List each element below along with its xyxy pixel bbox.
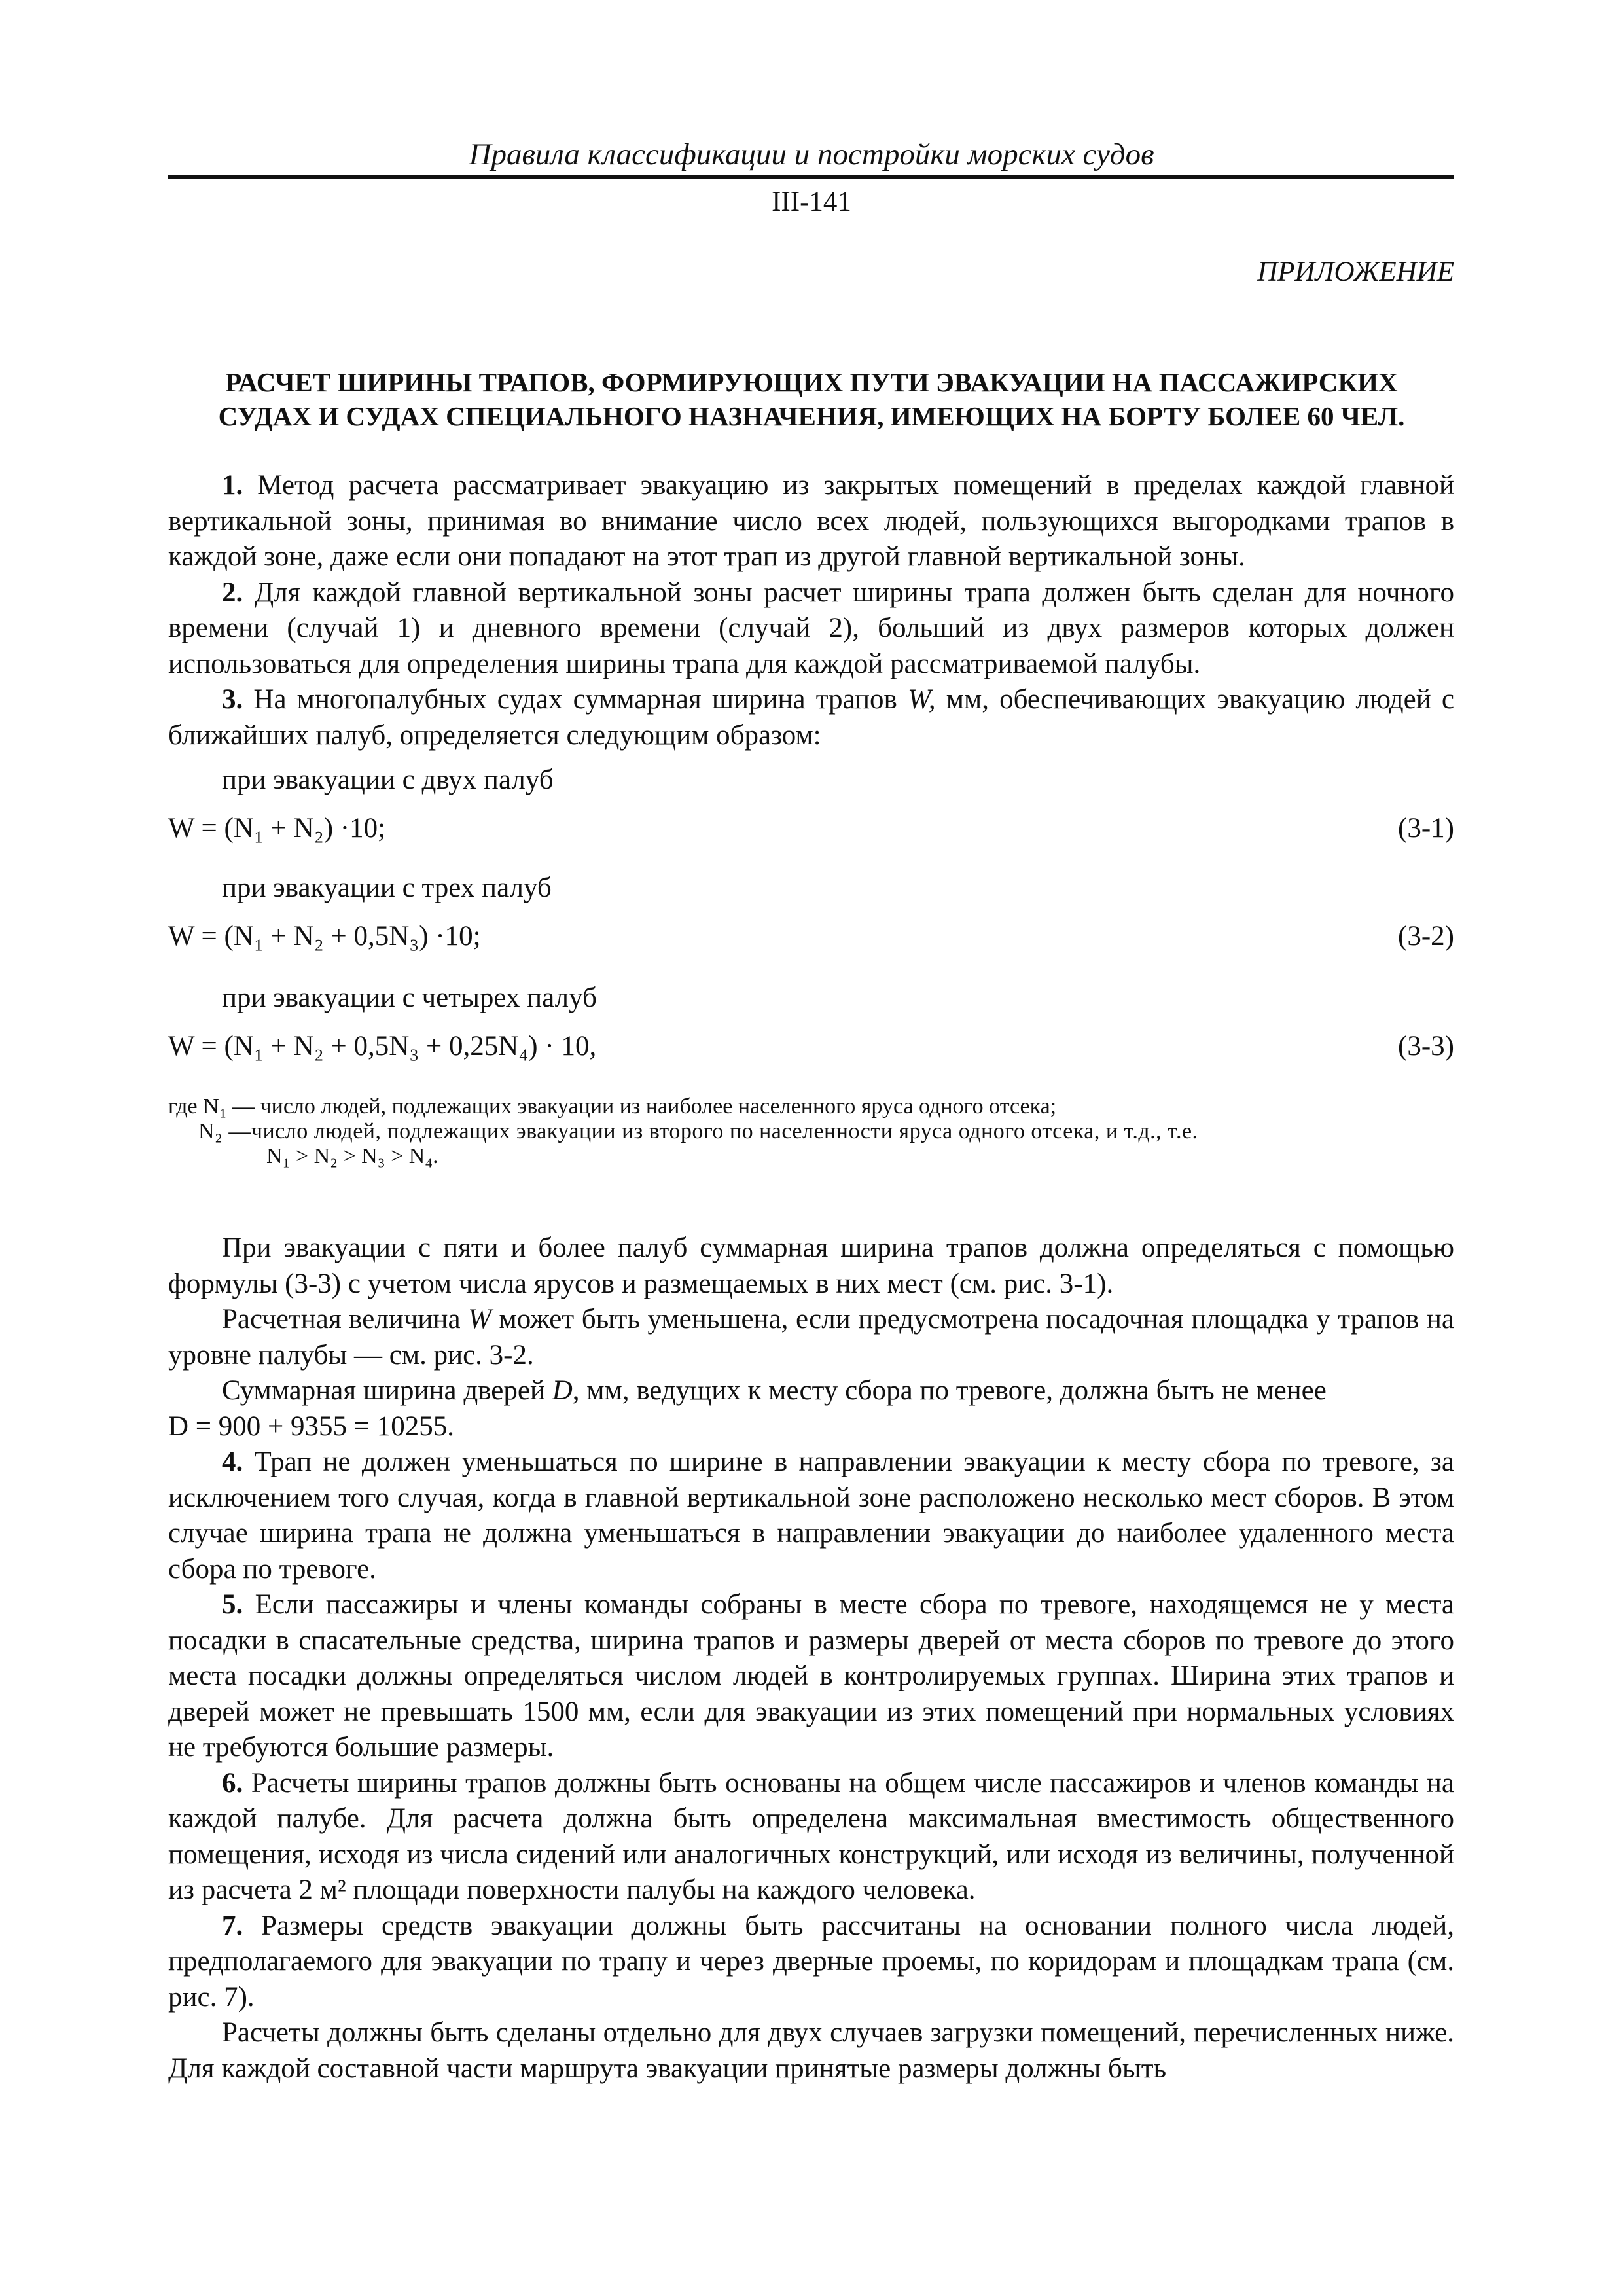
paragraph-text: Расчеты ширины трапов должны быть основаны на общем числе пассажиров и членов команды на каждой палубе. Для расчета должна быть определена максимальная вместимость общественного помещения, исходя из числа сидений или аналогичных конструкций, или исходя из величины, полученной из расчета 2 м² площади поверхности палубы на каждого человека. — [168, 1767, 1454, 1905]
paragraph-text: Размеры средств эвакуации должны быть рассчитаны на основании полного числа людей, предполагаемого для эвакуации по трапу и через дверные проемы, по коридорам и площадкам трапа (см. рис. 7). — [168, 1910, 1454, 2013]
paragraph-text: может быть уменьшена, если предусмотрена посадочная площадка у трапов на уровне палубы — см. рис. 3-2. — [168, 1304, 1454, 1371]
paragraph-number: 4. — [222, 1446, 243, 1477]
paragraph-doors — [168, 1373, 1454, 1409]
formula-label: при эвакуации с четырех палуб — [222, 982, 597, 1013]
formula-1-block — [168, 762, 1454, 846]
page-number: III-141 — [772, 187, 851, 217]
paragraph-4 — [168, 1444, 1454, 1587]
formula-expression: W = (N₁ + N₂) ·10; — [168, 813, 386, 844]
body-paragraphs — [168, 1230, 1454, 2087]
title-line-2: СУДАХ И СУДАХ СПЕЦИАЛЬНОГО НАЗНАЧЕНИЯ, ИМЕЮЩИХ НА БОРТУ БОЛЕЕ 60 ЧЕЛ. — [218, 401, 1405, 431]
formula-3-block — [168, 980, 1454, 1064]
variable-d: D — [552, 1375, 573, 1406]
formula-2-block — [168, 870, 1454, 954]
appendix-label: ПРИЛОЖЕНИЕ — [1257, 257, 1454, 287]
paragraph-reduced-width — [168, 1302, 1454, 1373]
variable-w: W, — [908, 684, 936, 715]
paragraph-3 — [168, 682, 1454, 753]
paragraph-number: 3. — [222, 684, 243, 715]
document-title — [177, 365, 1446, 433]
header-rule — [168, 175, 1454, 179]
note-n3: N₁ > N₂ > N₃ > N₄. — [266, 1144, 438, 1168]
formula-label: при эвакуации с двух палуб — [222, 764, 554, 795]
paragraph-text: Трап не должен уменьшаться по ширине в направлении эвакуации к месту сбора по тревоге, за исключением того случая, когда в главной вертикальной зоне расположено несколько мест сборов. В этом случае ширина трапа не должна уменьшаться в направлении эвакуации до наиболее удаленного места сбора по тревоге. — [168, 1446, 1454, 1585]
formula-number: (3-3) — [1398, 1031, 1454, 1062]
title-line-1: РАСЧЕТ ШИРИНЫ ТРАПОВ, ФОРМИРУЮЩИХ ПУТИ ЭВАКУАЦИИ НА ПАССАЖИРСКИХ — [225, 367, 1398, 397]
paragraph-text: Если пассажиры и члены команды собраны в месте сбора по тревоге, находящемся не у места посадки в спасательные средства, ширина трапов и размеры дверей от места сборов по тревоге до этого места посадки должны определяться числом людей в контролируемых группах. Ширина этих трапов и дверей может не превышать 1500 мм, если для эвакуации из этих помещений при нормальных условиях не требуются большие размеры. — [168, 1589, 1454, 1763]
formula-3-1 — [168, 811, 1454, 846]
formula-number: (3-1) — [1398, 813, 1454, 844]
running-header: Правила классификации и постройки морских судов — [469, 137, 1154, 171]
formula-3-3 — [168, 1029, 1454, 1064]
paragraph-2 — [168, 575, 1454, 683]
paragraph-text: На многопалубных судах суммарная ширина трапов — [243, 684, 908, 715]
paragraph-text: Метод расчета рассматривает эвакуацию из закрытых помещений в пределах каждой главной вертикальной зоны, принимая во внимание число всех людей, пользующихся выгородками трапов в каждой зоне, даже если они попадают на этот трап из другой главной вертикальной зоны. — [168, 470, 1454, 572]
paragraph-6 — [168, 1766, 1454, 1909]
formula-expression: W = (N₁ + N₂ + 0,5N₃ + 0,25N₄) · 10, — [168, 1031, 597, 1062]
paragraph-text: Для каждой главной вертикальной зоны расчет ширины трапа должен быть сделан для ночного времени (случай 1) и дневного времени (случай 2), больший из двух размеров которых должен использоваться для определения ширины трапа для каждой рассматриваемой палубы. — [168, 577, 1454, 679]
formula-3-2 — [168, 919, 1454, 954]
variable-w: W — [468, 1304, 491, 1335]
paragraph-number: 2. — [222, 577, 243, 608]
paragraph-number: 7. — [222, 1910, 243, 1941]
note-n1: где N₁ — число людей, подлежащих эвакуации из наиболее населенного яруса одного отсека; — [168, 1094, 1057, 1119]
paragraph-text: Суммарная ширина дверей — [222, 1375, 552, 1406]
intro-paragraphs — [168, 468, 1454, 753]
paragraph-5 — [168, 1587, 1454, 1766]
formula-label: при эвакуации с трех палуб — [222, 872, 552, 903]
paragraph-text: Расчетная величина — [222, 1304, 469, 1335]
paragraph-load-cases: Расчеты должны быть сделаны отдельно для двух случаев загрузки помещений, перечисленных ниже. Для каждой составной части маршрута эвакуации принятые размеры должны быть — [168, 2017, 1454, 2084]
note-n2: N₂ —число людей, подлежащих эвакуации из второго по населенности яруса одного отсека, и т.д., т.е. — [198, 1119, 1198, 1143]
doors-equation: D = 900 + 9355 = 10255. — [168, 1410, 455, 1442]
formula-number: (3-2) — [1398, 921, 1454, 952]
variable-notes — [168, 1094, 1454, 1169]
paragraph-text: мм, обеспечивающих эвакуацию людей с ближайших палуб, определяется следующим образом: — [168, 684, 1454, 751]
paragraph-number: 1. — [222, 470, 243, 501]
paragraph-7 — [168, 1909, 1454, 2016]
formula-expression: W = (N₁ + N₂ + 0,5N₃) ·10; — [168, 921, 481, 952]
paragraph-number: 6. — [222, 1767, 243, 1799]
paragraph-five-decks: При эвакуации с пяти и более палуб суммарная ширина трапов должна определяться с помощью формулы (3-3) с учетом числа ярусов и размещаемых в них мест (см. рис. 3-1). — [168, 1232, 1454, 1299]
paragraph-number: 5. — [222, 1589, 243, 1620]
paragraph-text: , мм, ведущих к месту сбора по тревоге, должна быть не менее — [572, 1375, 1327, 1406]
paragraph-1 — [168, 468, 1454, 575]
